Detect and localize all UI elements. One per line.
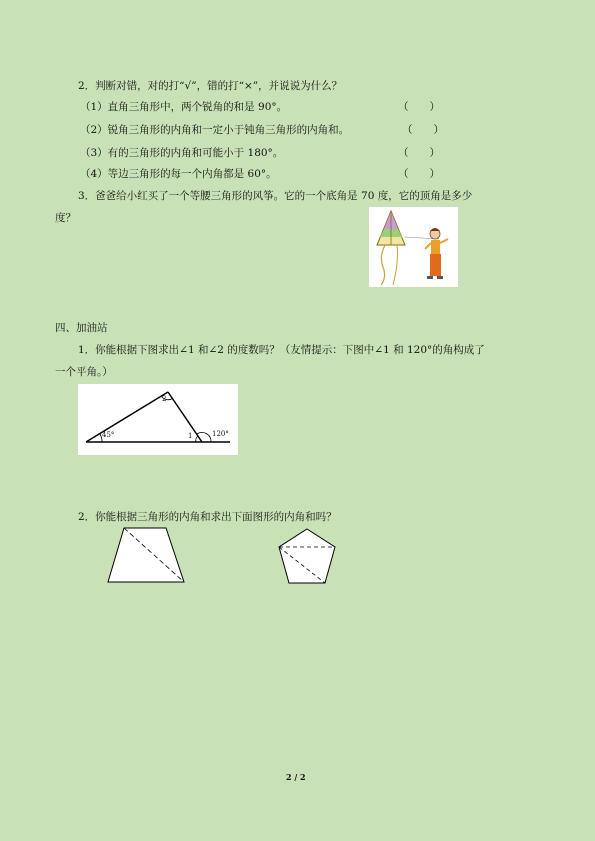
answer-paren-1[interactable]: （ ） — [398, 101, 440, 113]
answer-paren-2[interactable]: （ ） — [402, 124, 444, 136]
kite-girl-drawing — [369, 207, 458, 287]
section-4-q1-line2: 一个平角。） — [55, 366, 113, 378]
section-4-q1-line1: 1．你能根据下图求出∠1 和∠2 的度数吗？（友情提示：下图中∠1 和 120°的角构成了 — [78, 344, 485, 356]
trapezoid-shape — [108, 528, 184, 582]
label-angle-1: 1 — [188, 432, 193, 440]
triangle-figure — [78, 384, 238, 455]
triangle-drawing — [78, 384, 238, 455]
label-angle-2: 2 — [162, 395, 167, 403]
answer-paren-4[interactable]: （ ） — [398, 168, 440, 180]
judge-item-1: （1）直角三角形中，两个锐角的和是 90°。 — [80, 101, 288, 113]
label-angle-ext: 120° — [212, 430, 229, 438]
question-2-title: 2．判断对错，对的打“√”，错的打“×”，并说说为什么？ — [78, 80, 343, 92]
judge-item-2: （2）锐角三角形的内角和一定小于钝角三角形的内角和。 — [80, 124, 350, 136]
girl-overalls — [430, 254, 441, 276]
judge-item-3: （3）有的三角形的内角和可能小于 180°。 — [80, 147, 284, 159]
page-number: 2 / 2 — [286, 772, 306, 782]
question-3-line1: 3．爸爸给小红买了一个等腰三角形的风筝。它的一个底角是 70 度，它的顶角是多少 — [78, 190, 473, 202]
triangle-left-side — [86, 392, 168, 442]
trapezoid-figure — [104, 526, 190, 586]
section-4-title: 四、加油站 — [55, 322, 108, 334]
girl-shirt — [431, 240, 440, 254]
pentagon-figure — [276, 527, 338, 587]
label-angle-a: 45° — [102, 431, 115, 439]
pentagon-shape — [279, 529, 335, 583]
kite-tail — [381, 245, 385, 285]
kite-girl-illustration — [369, 207, 458, 287]
section-4-q2: 2．你能根据三角形的内角和求出下面图形的内角和吗？ — [78, 511, 337, 523]
judge-item-4: （4）等边三角形的每一个内角都是 60°。 — [80, 168, 277, 180]
triangle-right-side — [168, 392, 202, 442]
answer-paren-3[interactable]: （ ） — [398, 147, 440, 159]
question-3-line2: 度？ — [55, 212, 76, 224]
